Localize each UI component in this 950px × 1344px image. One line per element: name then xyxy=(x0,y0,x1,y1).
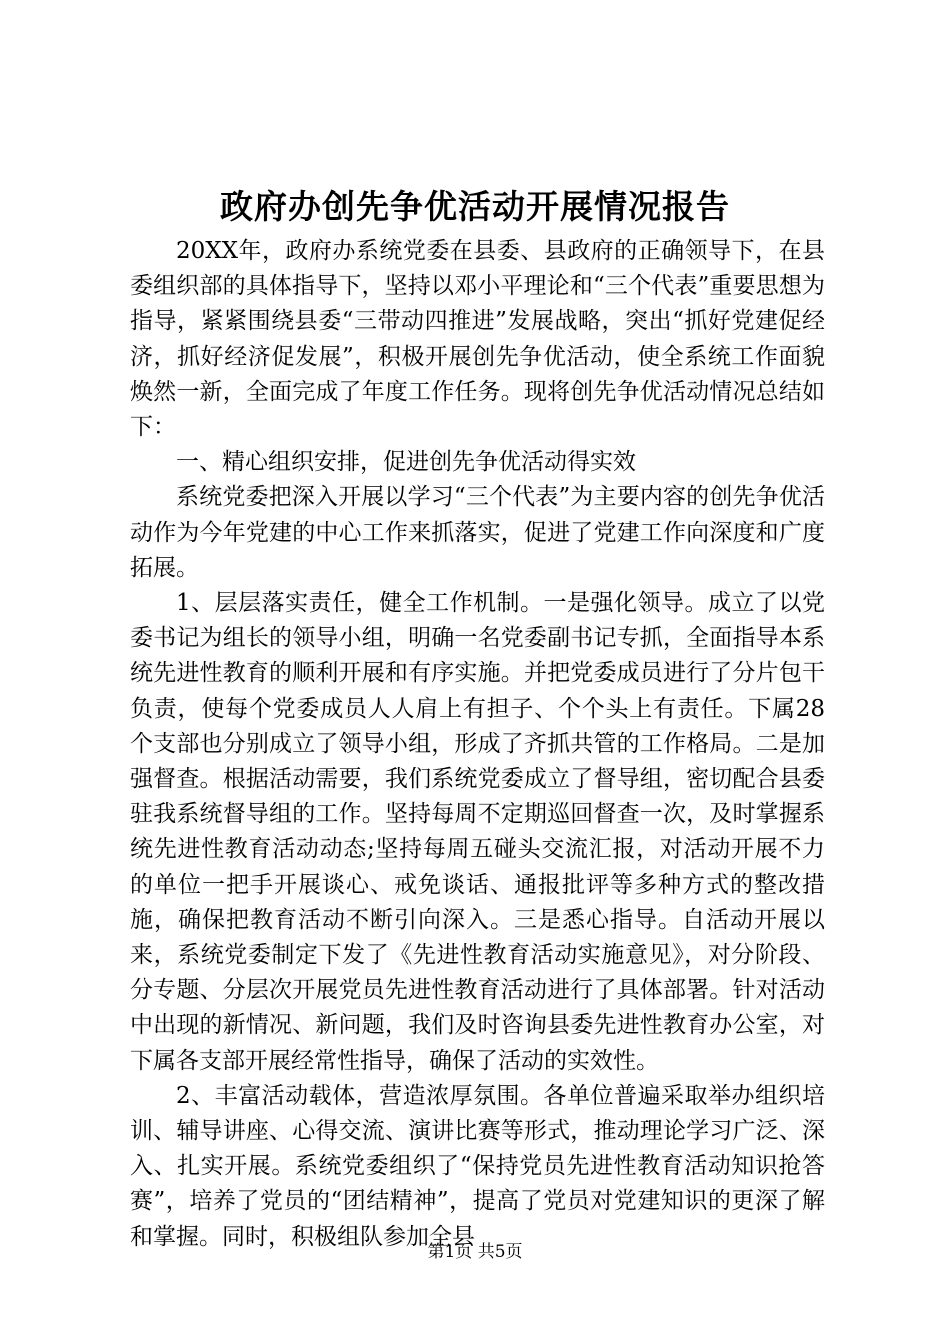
paragraph-item-1: 1、层层落实责任，健全工作机制。一是强化领导。成立了以党委书记为组长的领导小组，明确一名党委副书记专抓，全面指导本系统先进性教育的顺利开展和有序实施。并把党委成员进行了分片包干负责，使每个党委成员人人肩上有担子、个个头上有责任。下属28个支部也分别成立了领导小组，形成了齐抓共管的工作格局。二是加强督查。根据活动需要，我们系统党委成立了督导组，密切配合县委驻我系统督导组的工作。坚持每周不定期巡回督查一次，及时掌握系统先进性教育活动动态;坚持每周五碰头交流汇报，对活动开展不力的单位一把手开展谈心、戒免谈话、通报批评等多种方式的整改措施，确保把教育活动不断引向深入。三是悉心指导。自活动开展以来，系统党委制定下发了《先进性教育活动实施意见》，对分阶段、分专题、分层次开展党员先进性教育活动进行了具体部署。针对活动中出现的新情况、新问题，我们及时咨询县委先进性教育办公室，对下属各支部开展经常性指导，确保了活动的实效性。 xyxy=(130,590,825,1074)
document-title: 政府办创先争优活动开展情况报告 xyxy=(220,187,730,226)
page-footer: 第1页 共5页 xyxy=(427,1242,523,1262)
document-body xyxy=(130,234,825,1255)
paragraph-item-2: 2、丰富活动载体，营造浓厚氛围。各单位普遍采取举办组织培训、辅导讲座、心得交流、演讲比赛等形式，推动理论学习广泛、深入、扎实开展。系统党委组织了“保持党员先进性教育活动知识抢答赛”，培养了党员的“团结精神”，提高了党员对党建知识的更深了解和掌握。同时，积极组队参加全县 xyxy=(130,1082,825,1250)
paragraph-section-1-intro: 系统党委把深入开展以学习“三个代表”为主要内容的创先争优活动作为今年党建的中心工作来抓落实，促进了党建工作向深度和广度拓展。 xyxy=(130,484,825,581)
section-heading-1: 一、精心组织安排，促进创先争优活动得实效 xyxy=(176,449,636,476)
paragraph-intro: 20XX年，政府办系统党委在县委、县政府的正确领导下，在县委组织部的具体指导下，坚持以邓小平理论和“三个代表”重要思想为指导，紧紧围绕县委“三带动四推进”发展战略，突出“抓好党建促经济，抓好经济促发展”，积极开展创先争优活动，使全系统工作面貌焕然一新，全面完成了年度工作任务。现将创先争优活动情况总结如下： xyxy=(130,238,825,441)
